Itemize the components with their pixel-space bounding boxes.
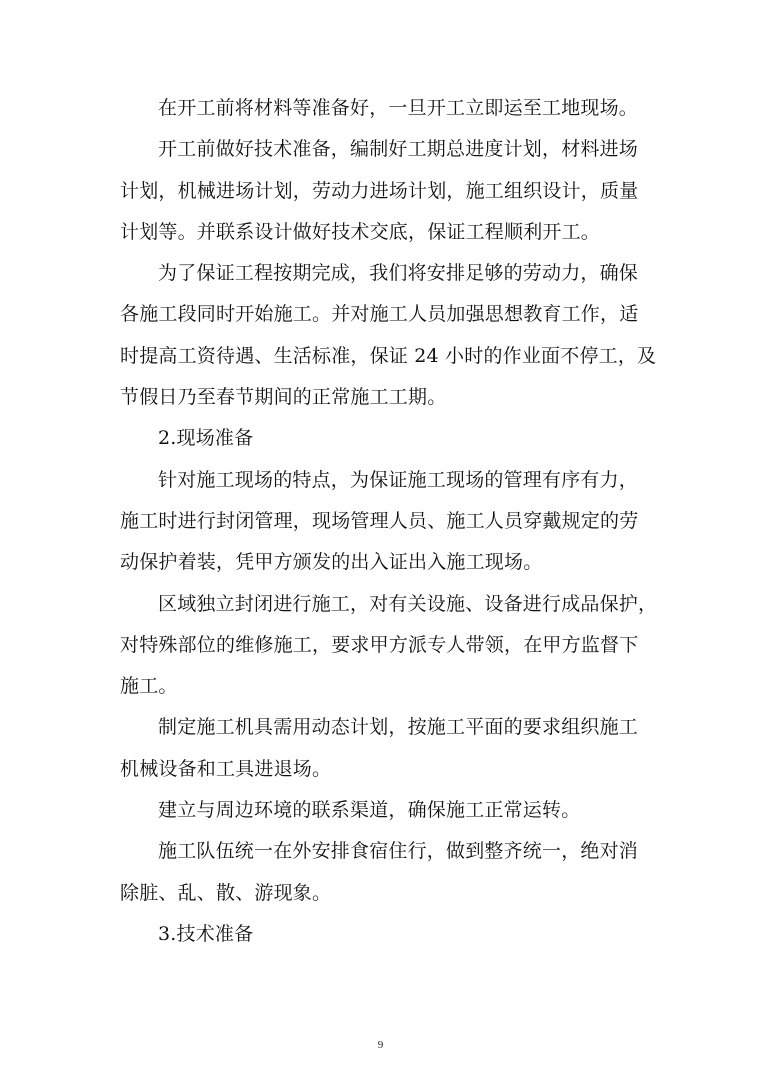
text-line: 动保护着装，凭甲方颁发的出入证出入施工现场。 xyxy=(120,551,543,574)
text-line: 对特殊部位的维修施工，要求甲方派专人带领，在甲方监督下 xyxy=(120,633,639,656)
text-line: 制定施工机具需用动态计划，按施工平面的要求组织施工 xyxy=(158,716,639,739)
section-heading: 3.技术准备 xyxy=(158,922,254,945)
section-heading: 2.现场准备 xyxy=(158,427,254,450)
text-line: 建立与周边环境的联系渠道，确保施工正常运转。 xyxy=(158,799,581,822)
text-line: 针对施工现场的特点，为保证施工现场的管理有序有力， xyxy=(158,468,639,491)
text-line: 为了保证工程按期完成，我们将安排足够的劳动力，确保 xyxy=(158,262,639,285)
text-line: 施工。 xyxy=(120,675,178,698)
text-line: 计划，机械进场计划，劳动力进场计划，施工组织设计，质量 xyxy=(120,179,639,202)
text-line: 除脏、乱、散、游现象。 xyxy=(120,881,332,904)
document-body xyxy=(120,88,658,955)
page-number: 9 xyxy=(377,1039,384,1051)
text-line: 施工队伍统一在外安排食宿住行，做到整齐统一，绝对消 xyxy=(158,840,639,863)
text-line: 在开工前将材料等准备好，一旦开工立即运至工地现场。 xyxy=(158,97,639,119)
text-line: 施工时进行封闭管理，现场管理人员、施工人员穿戴规定的劳 xyxy=(120,509,639,532)
text-line: 计划等。并联系设计做好技术交底，保证工程顺利开工。 xyxy=(120,220,601,243)
text-line: 节假日乃至春节期间的正常施工工期。 xyxy=(120,386,447,409)
text-line: 开工前做好技术准备，编制好工期总进度计划，材料进场 xyxy=(158,138,639,161)
text-line: 时提高工资待遇、生活标准，保证 24 小时的作业面不停工，及 xyxy=(120,344,657,367)
text-line: 各施工段同时开始施工。并对施工人员加强思想教育工作，适 xyxy=(120,303,639,326)
text-line: 机械设备和工具进退场。 xyxy=(120,757,332,780)
text-line: 区域独立封闭进行施工，对有关设施、设备进行成品保护， xyxy=(158,592,658,615)
